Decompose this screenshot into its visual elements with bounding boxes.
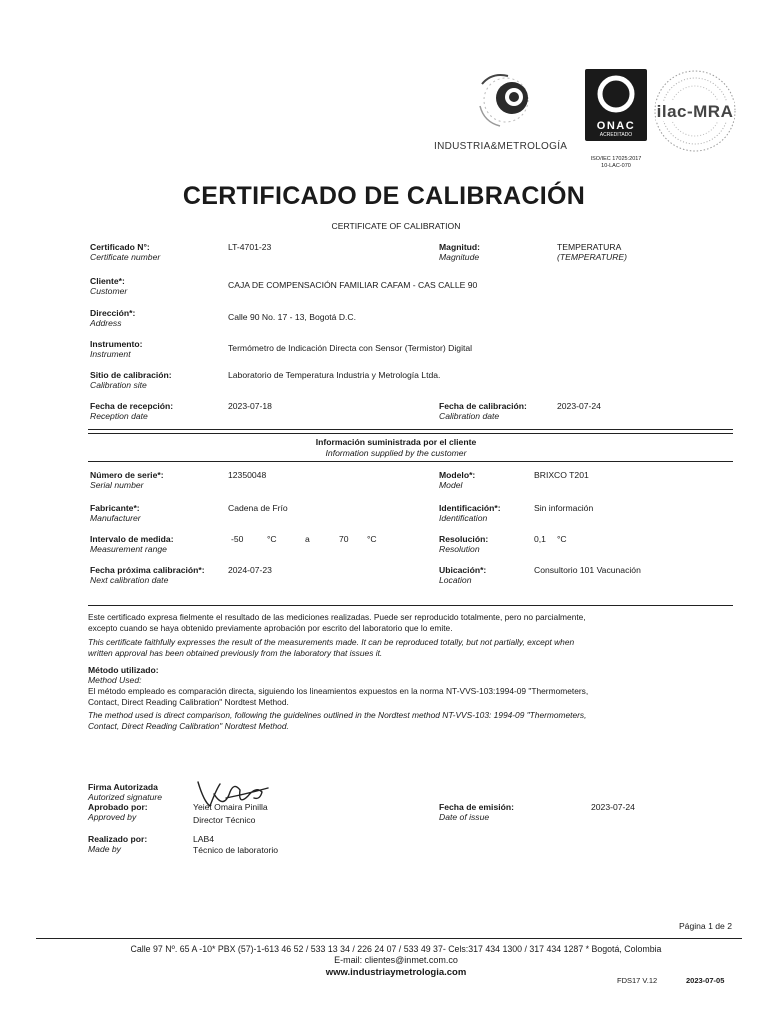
page-title: CERTIFICADO DE CALIBRACIÓN xyxy=(182,182,586,210)
magnitude-label: Magnitud: xyxy=(439,242,481,252)
maker-role: Técnico de laboratorio xyxy=(193,845,279,855)
section-divider-top-2 xyxy=(88,433,733,434)
range-unit-1: °C xyxy=(267,534,277,544)
reception-field xyxy=(90,401,173,421)
approver-role: Director Técnico xyxy=(193,815,256,825)
address-value: Calle 90 No. 17 - 13, Bogotá D.C. xyxy=(228,312,357,322)
onac-text: ONAC xyxy=(596,120,636,132)
model-label: Modelo*: xyxy=(439,470,476,480)
statement-es-line-2: excepto cuando se haya obtenido previamente aprobación por escrito del laboratorio que lo emite. xyxy=(88,622,453,633)
section-divider-top xyxy=(88,429,733,430)
im-logo xyxy=(470,66,580,136)
cert-number-label: Certificado N°: xyxy=(90,242,150,252)
model-field xyxy=(439,470,475,490)
client-section-title: Información suministrada por el cliente xyxy=(315,437,477,447)
iso-line-1: ISO/IEC 17025:2017 xyxy=(590,156,642,162)
cal-date-label: Fecha de calibración: xyxy=(439,401,527,411)
identification-value: Sin información xyxy=(534,503,594,513)
client-section-subtitle: Information supplied by the customer xyxy=(325,448,467,458)
client-label: Cliente*: xyxy=(90,276,125,286)
site-sub: Calibration site xyxy=(90,380,147,390)
client-value: CAJA DE COMPENSACIÓN FAMILIAR CAFAM - CAS CALLE 90 xyxy=(228,280,478,290)
form-code: FDS17 V.12 xyxy=(617,976,658,985)
statement-en-line-1: This certificate faithfully expresses the result of the measurements made. It can be reproduced totally, but not partially, except when xyxy=(88,637,575,648)
model-value: BRIXCO T201 xyxy=(534,470,589,480)
manufacturer-field xyxy=(90,503,141,523)
maker-code: LAB4 xyxy=(193,834,215,844)
footer-rule xyxy=(36,938,742,939)
auth-signature-sub: Autorized signature xyxy=(88,792,163,802)
location-field xyxy=(439,565,486,585)
instrument-sub: Instrument xyxy=(90,349,131,359)
ilac-mra-logo xyxy=(652,68,738,154)
address-sub: Address xyxy=(90,318,122,328)
statement-divider xyxy=(88,605,733,606)
site-value: Laboratorio de Temperatura Industria y Metrología Ltda. xyxy=(228,370,441,380)
client-field xyxy=(90,276,127,296)
reception-value: 2023-07-18 xyxy=(228,401,272,411)
onac-sub: ACREDITADO xyxy=(599,132,633,138)
statement-block xyxy=(88,612,738,658)
magnitude-field xyxy=(439,242,480,262)
identification-label: Identificación*: xyxy=(439,503,501,513)
im-logo-graphic xyxy=(470,66,580,136)
method-sub: Method Used: xyxy=(88,675,142,685)
cal-date-field xyxy=(439,401,527,421)
resolution-sub: Resolution xyxy=(439,544,480,554)
location-label: Ubicación*: xyxy=(439,565,487,575)
resolution-value: 0,1 xyxy=(534,534,546,544)
method-block xyxy=(88,665,738,731)
manufacturer-label: Fabricante*: xyxy=(90,503,140,513)
serial-label: Número de serie*: xyxy=(90,470,164,480)
magnitude-value-sub: (TEMPERATURE) xyxy=(557,252,628,262)
iso-line-2: 10-LAC-070 xyxy=(601,163,631,169)
range-sub: Measurement range xyxy=(90,544,167,554)
onac-emblem-icon xyxy=(585,69,647,115)
location-sub: Location xyxy=(439,575,472,585)
address-field xyxy=(90,308,135,328)
made-by-field xyxy=(88,834,147,854)
statement-en-line-2: written approval has been obtained previously from the laboratory that issues it. xyxy=(88,647,383,658)
manufacturer-value: Cadena de Frío xyxy=(228,503,288,513)
identification-field xyxy=(439,503,501,523)
magnitude-sub: Magnitude xyxy=(439,252,480,262)
issue-date-field xyxy=(439,802,514,822)
magnitude-value-block xyxy=(557,242,627,262)
next-cal-sub: Next calibration date xyxy=(90,575,169,585)
section-divider-bottom xyxy=(88,461,733,462)
statement-es-line-1: Este certificado expresa fielmente el resultado de las mediciones realizadas. Puede ser reproducido totalmente, pero no parcialmente, xyxy=(88,612,586,622)
range-max: 70 xyxy=(339,534,349,544)
method-label: Método utilizado: xyxy=(88,665,159,675)
site-field xyxy=(90,370,172,390)
location-value: Consultorio 101 Vacunación xyxy=(534,565,641,575)
range-separator: a xyxy=(305,534,310,544)
issue-date-label: Fecha de emisión: xyxy=(439,802,514,812)
made-by-label: Realizado por: xyxy=(88,834,148,844)
range-field xyxy=(90,534,174,554)
reception-sub: Reception date xyxy=(90,411,148,421)
resolution-label: Resolución: xyxy=(439,534,489,544)
approved-sub: Approved by xyxy=(88,812,137,822)
method-es-line-2: Contact, Direct Reading Calibration" Nordtest Method. xyxy=(88,696,289,707)
approver-name: Yeiet Omaira Pinilla xyxy=(193,802,268,812)
serial-value: 12350048 xyxy=(228,470,267,480)
resolution-unit: °C xyxy=(557,534,567,544)
range-unit-2: °C xyxy=(367,534,377,544)
site-label: Sitio de calibración: xyxy=(90,370,172,380)
range-label: Intervalo de medida: xyxy=(90,534,174,544)
reception-label: Fecha de recepción: xyxy=(90,401,174,411)
instrument-label: Instrumento: xyxy=(90,339,143,349)
form-date: 2023-07-05 xyxy=(686,976,725,985)
next-cal-value: 2024-07-23 xyxy=(228,565,272,575)
range-min: -50 xyxy=(231,534,244,544)
next-cal-field xyxy=(90,565,205,585)
resolution-field xyxy=(439,534,488,554)
instrument-field xyxy=(90,339,143,359)
issue-date-sub: Date of issue xyxy=(439,812,490,822)
identification-sub: Identification xyxy=(439,513,488,523)
ilac-text: ilac-MRA xyxy=(656,102,734,121)
issue-date-value: 2023-07-24 xyxy=(591,802,635,812)
auth-signature-label: Firma Autorizada xyxy=(88,782,158,792)
cert-number-sub: Certificate number xyxy=(90,252,161,262)
manufacturer-sub: Manufacturer xyxy=(90,513,141,523)
serial-field xyxy=(90,470,164,490)
cal-date-sub: Calibration date xyxy=(439,411,500,421)
footer-web: www.industriaymetrologia.com xyxy=(325,967,467,978)
footer-email: E-mail: clientes@inmet.com.co xyxy=(334,955,458,965)
model-sub: Model xyxy=(439,480,463,490)
auth-signature-block xyxy=(88,782,162,822)
cert-number-field xyxy=(90,242,160,262)
serial-sub: Serial number xyxy=(90,480,144,490)
page-number: Página 1 de 2 xyxy=(678,921,732,931)
page-subtitle: CERTIFICATE OF CALIBRATION xyxy=(331,221,461,231)
method-en-line-1: The method used is direct comparison, following the guidelines outlined in the Nordtest method NT-VVS-103: 1994-09 "Thermometers, xyxy=(88,710,587,721)
next-cal-label: Fecha próxima calibración*: xyxy=(90,565,205,575)
address-label: Dirección*: xyxy=(90,308,136,318)
approved-label: Aprobado por: xyxy=(88,802,148,812)
magnitude-value: TEMPERATURA xyxy=(557,242,622,252)
footer-address: Calle 97 Nº. 65 A -10* PBX (57)-1-613 46 52 / 533 13 34 / 226 24 07 / 533 49 37- Cels:317 434 1300 / 317 434 1287 * Bogotá, Colombia xyxy=(130,944,662,954)
client-sub: Customer xyxy=(90,286,128,296)
instrument-value: Termómetro de Indicación Directa con Sensor (Termistor) Digital xyxy=(228,343,473,353)
cert-number-value: LT-4701-23 xyxy=(228,242,272,252)
method-en-line-2: Contact, Direct Reading Calibration" Nordtest Method. xyxy=(88,720,289,731)
cal-date-value: 2023-07-24 xyxy=(557,401,601,411)
im-brand-text: INDUSTRIA&METROLOGÍA xyxy=(434,141,568,152)
onac-logo xyxy=(585,69,647,141)
made-by-sub: Made by xyxy=(88,844,121,854)
method-es-line-1: El método empleado es comparación directa, siguiendo los lineamientos expuestos en la norma NT-VVS-103:1994-09 "Thermometers, xyxy=(88,686,589,696)
